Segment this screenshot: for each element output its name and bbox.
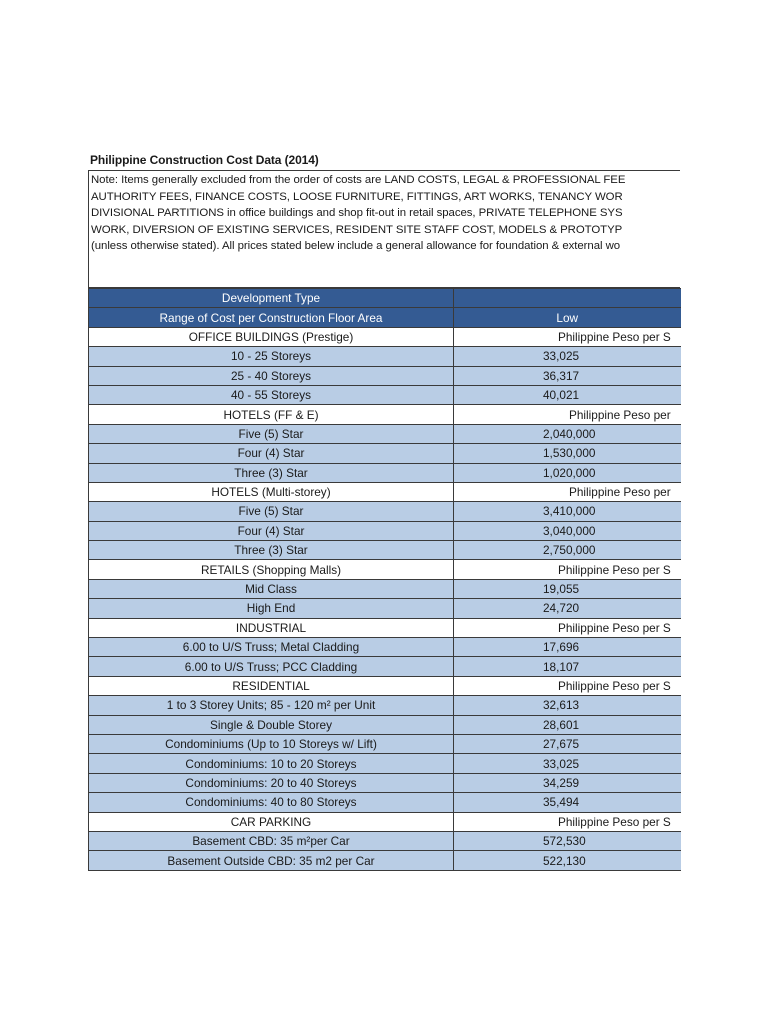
table-row bbox=[89, 831, 681, 850]
header-low: Low bbox=[454, 308, 681, 327]
development-type-cell: Three (3) Star bbox=[89, 541, 454, 560]
development-type-cell: Condominiums: 10 to 20 Storeys bbox=[89, 754, 454, 773]
category-label: RESIDENTIAL bbox=[89, 676, 454, 695]
development-type-cell: Single & Double Storey bbox=[89, 715, 454, 734]
table-row bbox=[89, 638, 681, 657]
low-cost-cell: 1,530,000 bbox=[454, 444, 681, 463]
development-type-cell: Condominiums: 40 to 80 Storeys bbox=[89, 793, 454, 812]
unit-cell: Philippine Peso per bbox=[454, 405, 681, 424]
unit-cell: Philippine Peso per bbox=[454, 482, 681, 501]
low-cost-cell: 34,259 bbox=[454, 773, 681, 792]
category-row bbox=[89, 405, 681, 424]
low-cost-cell: 522,130 bbox=[454, 851, 681, 870]
category-label: HOTELS (FF & E) bbox=[89, 405, 454, 424]
unit-cell: Philippine Peso per S bbox=[454, 327, 681, 346]
table-row bbox=[89, 793, 681, 812]
table-row bbox=[89, 599, 681, 618]
development-type-cell: 6.00 to U/S Truss; PCC Cladding bbox=[89, 657, 454, 676]
low-cost-cell: 35,494 bbox=[454, 793, 681, 812]
category-label: CAR PARKING bbox=[89, 812, 454, 831]
cost-table bbox=[88, 288, 681, 871]
category-row bbox=[89, 676, 681, 695]
development-type-cell: Mid Class bbox=[89, 579, 454, 598]
category-label: INDUSTRIAL bbox=[89, 618, 454, 637]
development-type-cell: Four (4) Star bbox=[89, 521, 454, 540]
category-row bbox=[89, 560, 681, 579]
table-row bbox=[89, 851, 681, 870]
development-type-cell: 10 - 25 Storeys bbox=[89, 347, 454, 366]
category-label: RETAILS (Shopping Malls) bbox=[89, 560, 454, 579]
development-type-cell: Condominiums (Up to 10 Storeys w/ Lift) bbox=[89, 734, 454, 753]
unit-cell: Philippine Peso per S bbox=[454, 618, 681, 637]
development-type-cell: Five (5) Star bbox=[89, 502, 454, 521]
development-type-cell: Four (4) Star bbox=[89, 444, 454, 463]
low-cost-cell: 572,530 bbox=[454, 831, 681, 850]
table-row bbox=[89, 385, 681, 404]
note-line: AUTHORITY FEES, FINANCE COSTS, LOOSE FURNITURE, FITTINGS, ART WORKS, TENANCY WOR bbox=[91, 190, 623, 203]
header-blank-cell bbox=[454, 289, 681, 308]
exclusions-note bbox=[88, 170, 680, 288]
low-cost-cell: 33,025 bbox=[454, 754, 681, 773]
table-row bbox=[89, 754, 681, 773]
development-type-cell: Condominiums: 20 to 40 Storeys bbox=[89, 773, 454, 792]
header-row-range bbox=[89, 308, 681, 327]
development-type-cell: 6.00 to U/S Truss; Metal Cladding bbox=[89, 638, 454, 657]
development-type-cell: High End bbox=[89, 599, 454, 618]
note-line: WORK, DIVERSION OF EXISTING SERVICES, RESIDENT SITE STAFF COST, MODELS & PROTOTYP bbox=[91, 223, 623, 236]
table-row bbox=[89, 347, 681, 366]
table-row bbox=[89, 696, 681, 715]
unit-cell: Philippine Peso per S bbox=[454, 812, 681, 831]
unit-cell: Philippine Peso per S bbox=[454, 676, 681, 695]
header-development-type: Development Type bbox=[89, 289, 454, 308]
low-cost-cell: 1,020,000 bbox=[454, 463, 681, 482]
table-row bbox=[89, 715, 681, 734]
table-row bbox=[89, 521, 681, 540]
category-row bbox=[89, 812, 681, 831]
low-cost-cell: 18,107 bbox=[454, 657, 681, 676]
category-row bbox=[89, 482, 681, 501]
category-row bbox=[89, 327, 681, 346]
low-cost-cell: 40,021 bbox=[454, 385, 681, 404]
table-row bbox=[89, 502, 681, 521]
table-row bbox=[89, 424, 681, 443]
category-row bbox=[89, 618, 681, 637]
header-range-of-cost: Range of Cost per Construction Floor Area bbox=[89, 308, 454, 327]
low-cost-cell: 33,025 bbox=[454, 347, 681, 366]
development-type-cell: Three (3) Star bbox=[89, 463, 454, 482]
low-cost-cell: 24,720 bbox=[454, 599, 681, 618]
development-type-cell: 40 - 55 Storeys bbox=[89, 385, 454, 404]
table-row bbox=[89, 657, 681, 676]
development-type-cell: Basement CBD: 35 m²per Car bbox=[89, 831, 454, 850]
table-row bbox=[89, 734, 681, 753]
header-row-development-type bbox=[89, 289, 681, 308]
low-cost-cell: 2,040,000 bbox=[454, 424, 681, 443]
low-cost-cell: 2,750,000 bbox=[454, 541, 681, 560]
note-line: (unless otherwise stated). All prices stated belew include a general allowance for foundation & external wo bbox=[91, 240, 621, 252]
low-cost-cell: 32,613 bbox=[454, 696, 681, 715]
development-type-cell: Five (5) Star bbox=[89, 424, 454, 443]
note-line: Note: Items generally excluded from the order of costs are LAND COSTS, LEGAL & PROFESSIONAL FEE bbox=[91, 174, 626, 186]
category-label: OFFICE BUILDINGS (Prestige) bbox=[89, 327, 454, 346]
unit-cell: Philippine Peso per S bbox=[454, 560, 681, 579]
development-type-cell: 1 to 3 Storey Units; 85 - 120 m² per Unit bbox=[89, 696, 454, 715]
low-cost-cell: 17,696 bbox=[454, 638, 681, 657]
table-row bbox=[89, 579, 681, 598]
low-cost-cell: 3,040,000 bbox=[454, 521, 681, 540]
table-row bbox=[89, 541, 681, 560]
table-row bbox=[89, 366, 681, 385]
low-cost-cell: 27,675 bbox=[454, 734, 681, 753]
development-type-cell: 25 - 40 Storeys bbox=[89, 366, 454, 385]
low-cost-cell: 28,601 bbox=[454, 715, 681, 734]
document-title: Philippine Construction Cost Data (2014) bbox=[90, 153, 319, 167]
low-cost-cell: 3,410,000 bbox=[454, 502, 681, 521]
development-type-cell: Basement Outside CBD: 35 m2 per Car bbox=[89, 851, 454, 870]
category-label: HOTELS (Multi-storey) bbox=[89, 482, 454, 501]
low-cost-cell: 36,317 bbox=[454, 366, 681, 385]
note-line: DIVISIONAL PARTITIONS in office buildings and shop fit-out in retail spaces, PRIVATE TELEPHONE SYS bbox=[91, 207, 623, 219]
table-row bbox=[89, 463, 681, 482]
table-row bbox=[89, 773, 681, 792]
low-cost-cell: 19,055 bbox=[454, 579, 681, 598]
table-row bbox=[89, 444, 681, 463]
